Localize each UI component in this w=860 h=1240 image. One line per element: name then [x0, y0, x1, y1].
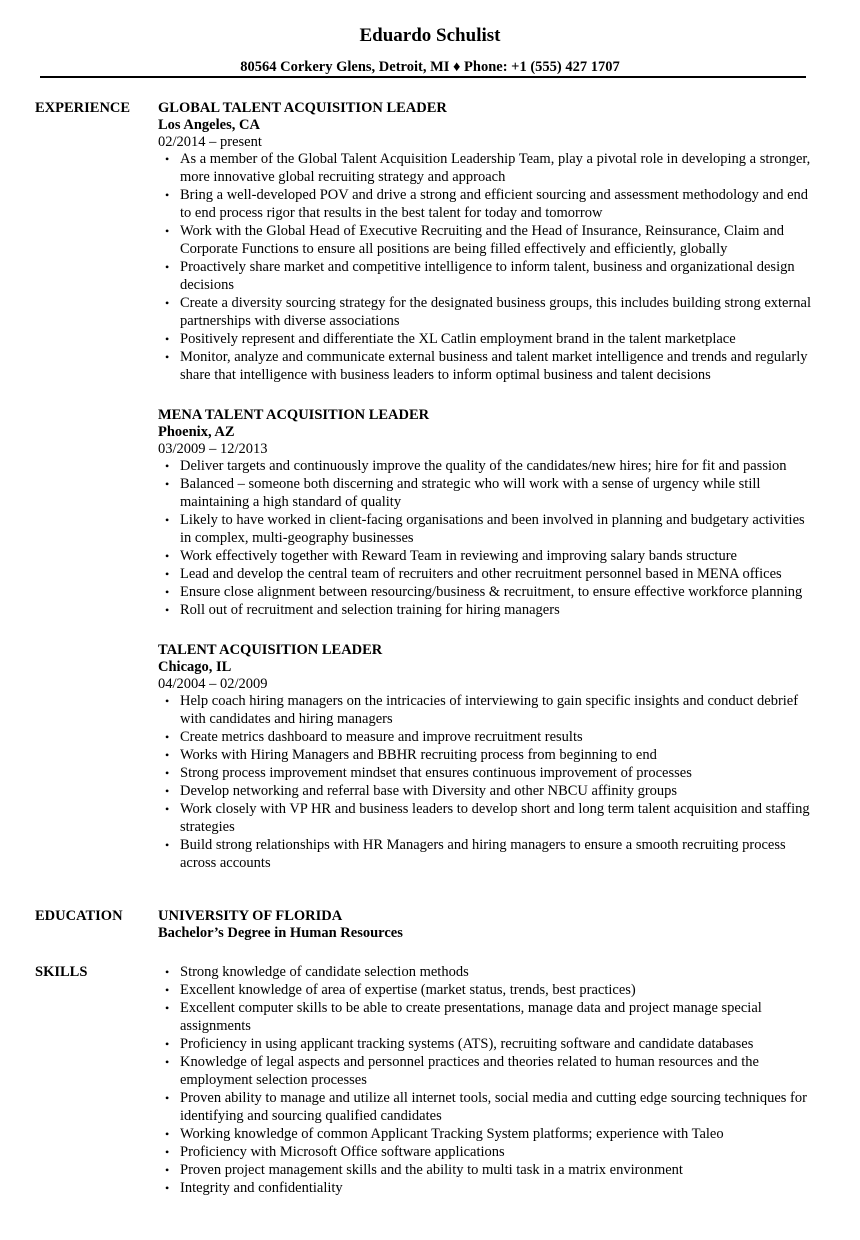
bullet-item: • Ensure close alignment between resourcing/business & recruitment, to ensure effective workforce planning: [180, 583, 818, 601]
degree: Bachelor’s Degree in Human Resources: [158, 925, 403, 941]
bullet-item: • Roll out of recruitment and selection training for hiring managers: [180, 601, 818, 619]
bullet-item: • Build strong relationships with HR Managers and hiring managers to ensure a smooth recruiting process across accounts: [180, 836, 818, 872]
skill-item: • Knowledge of legal aspects and personnel practices and theories related to human resources and the employment selection processes: [180, 1053, 818, 1089]
job-entry: [158, 99, 818, 384]
job-entry: [158, 641, 818, 872]
bullet-item: • Help coach hiring managers on the intricacies of interviewing to gain specific insights and conduct debrief with candidates and hiring managers: [180, 692, 818, 728]
skills-list: [158, 963, 818, 1197]
bullet-item: • Lead and develop the central team of recruiters and other recruitment personnel based in MENA offices: [180, 565, 818, 583]
bullet-item: • Create a diversity sourcing strategy for the designated business groups, this includes building strong external partnerships with diverse associations: [180, 294, 818, 330]
bullet-item: • Develop networking and referral base with Diversity and other NBCU affinity groups: [180, 782, 818, 800]
job-dates: 03/2009 – 12/2013: [158, 441, 268, 457]
bullet-item: • Work effectively together with Reward Team in reviewing and improving salary bands structure: [180, 547, 818, 565]
skill-item: • Working knowledge of common Applicant Tracking System platforms; experience with Taleo: [180, 1125, 818, 1143]
skill-item: • Proficiency with Microsoft Office software applications: [180, 1143, 818, 1161]
bullet-item: • Monitor, analyze and communicate external business and talent market intelligence and trends and regularly share that intelligence with business leaders to inform optimal business and talent decisions: [180, 348, 818, 384]
skill-item: • Proven project management skills and the ability to multi task in a matrix environment: [180, 1161, 818, 1179]
job-location: Phoenix, AZ: [158, 424, 235, 440]
bullet-item: • Balanced – someone both discerning and strategic who will work with a sense of urgency while still maintaining a high standard of quality: [180, 475, 818, 511]
job-title: MENA TALENT ACQUISITION LEADER: [158, 407, 430, 423]
job-location: Los Angeles, CA: [158, 117, 260, 133]
bullet-item: • Work closely with VP HR and business leaders to develop short and long term talent acquisition and staffing strategies: [180, 800, 818, 836]
skill-item: • Proficiency in using applicant tracking systems (ATS), recruiting software and candidate databases: [180, 1035, 818, 1053]
skill-item: • Excellent knowledge of area of expertise (market status, trends, best practices): [180, 981, 818, 999]
experience-body: [158, 99, 818, 894]
job-location: Chicago, IL: [158, 659, 232, 675]
education-body: [158, 907, 818, 942]
job-title: GLOBAL TALENT ACQUISITION LEADER: [158, 100, 447, 116]
candidate-name: Eduardo Schulist: [359, 25, 501, 46]
job-title: TALENT ACQUISITION LEADER: [158, 642, 383, 658]
section-label-education: EDUCATION: [35, 908, 123, 924]
bullet-item: • Proactively share market and competitive intelligence to inform talent, business and organizational design decisions: [180, 258, 818, 294]
bullet-item: • Bring a well-developed POV and drive a strong and efficient sourcing and assessment methodology and end to end process rigor that results in the best talent for today and tomorrow: [180, 186, 818, 222]
job-bullets: [158, 457, 818, 619]
section-label-skills: SKILLS: [35, 964, 88, 980]
bullet-item: • Positively represent and differentiate the XL Catlin employment brand in the talent marketplace: [180, 330, 818, 348]
bullet-item: • Work with the Global Head of Executive Recruiting and the Head of Insurance, Reinsurance, Claim and Corporate Functions to ensure all positions are being filled effectively and efficiently, globally: [180, 222, 818, 258]
job-dates: 04/2004 – 02/2009: [158, 676, 268, 692]
skill-item: • Strong knowledge of candidate selection methods: [180, 963, 818, 981]
job-dates: 02/2014 – present: [158, 134, 262, 150]
bullet-item: • Strong process improvement mindset that ensures continuous improvement of processes: [180, 764, 818, 782]
contact-line: 80564 Corkery Glens, Detroit, MI ♦ Phone: +1 (555) 427 1707: [240, 59, 620, 75]
job-bullets: [158, 150, 818, 384]
header-divider: [40, 76, 806, 78]
bullet-item: • Works with Hiring Managers and BBHR recruiting process from beginning to end: [180, 746, 818, 764]
skill-item: • Proven ability to manage and utilize all internet tools, social media and cutting edge sourcing techniques for identifying and sourcing qualified candidates: [180, 1089, 818, 1125]
school-name: UNIVERSITY OF FLORIDA: [158, 908, 343, 924]
job-bullets: [158, 692, 818, 872]
section-label-experience: EXPERIENCE: [35, 100, 131, 116]
skill-item: • Excellent computer skills to be able to create presentations, manage data and project manage special assignments: [180, 999, 818, 1035]
bullet-item: • As a member of the Global Talent Acquisition Leadership Team, play a pivotal role in developing a stronger, more innovative global recruiting strategy and approach: [180, 150, 818, 186]
bullet-item: • Deliver targets and continuously improve the quality of the candidates/new hires; hire for fit and passion: [180, 457, 818, 475]
skills-body: [158, 963, 818, 1197]
bullet-item: • Likely to have worked in client-facing organisations and been involved in planning and budgetary activities in complex, multi-geography businesses: [180, 511, 818, 547]
skill-item: • Integrity and confidentiality: [180, 1179, 818, 1197]
bullet-item: • Create metrics dashboard to measure and improve recruitment results: [180, 728, 818, 746]
job-entry: [158, 406, 818, 619]
